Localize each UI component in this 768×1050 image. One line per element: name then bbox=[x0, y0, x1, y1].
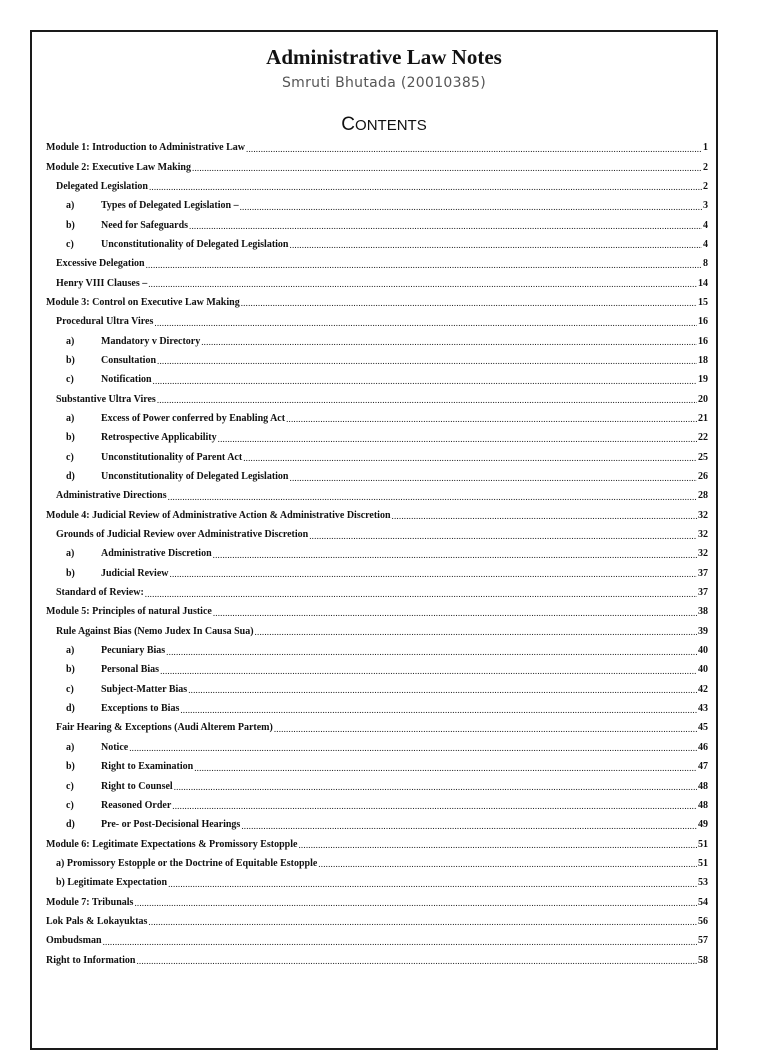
toc-entry-title: b) Legitimate Expectation bbox=[56, 877, 168, 889]
toc-entry-page-number: 3 bbox=[703, 200, 708, 212]
toc-entry-title: Exceptions to Bias bbox=[101, 703, 180, 715]
toc-entry[interactable] bbox=[46, 892, 708, 911]
toc-entry-page-number: 16 bbox=[698, 335, 708, 347]
toc-dot-leader bbox=[240, 202, 702, 212]
toc-entry-title: Judicial Review bbox=[101, 567, 169, 579]
toc-entry-title: Types of Delegated Legislation – bbox=[101, 200, 239, 212]
toc-entry-title: Unconstitutionality of Delegated Legislation bbox=[101, 238, 289, 250]
toc-entry-title: Module 7: Tribunals bbox=[46, 896, 134, 908]
toc-dot-leader bbox=[149, 182, 702, 192]
toc-entry-number: c) bbox=[66, 451, 74, 463]
toc-entry-title: Delegated Legislation bbox=[56, 180, 148, 192]
toc-entry-title: Retrospective Applicability bbox=[101, 432, 217, 444]
toc-entry-page-number: 32 bbox=[698, 509, 708, 521]
toc-entry[interactable] bbox=[46, 873, 708, 892]
toc-entry-title: Rule Against Bias (Nemo Judex In Causa Sua) bbox=[56, 625, 254, 637]
toc-entry-title: Reasoned Order bbox=[101, 799, 172, 811]
toc-entry[interactable] bbox=[46, 834, 708, 853]
toc-entry-number: d) bbox=[66, 703, 75, 715]
toc-entry-page-number: 42 bbox=[698, 683, 708, 695]
toc-entry-title: Module 1: Introduction to Administrative Law bbox=[46, 142, 245, 154]
toc-entry-number: b) bbox=[66, 219, 75, 231]
toc-entry-page-number: 43 bbox=[698, 703, 708, 715]
toc-entry-title: Pecuniary Bias bbox=[101, 645, 166, 657]
toc-entry-number: b) bbox=[66, 761, 75, 773]
toc-entry-title: Module 2: Executive Law Making bbox=[46, 161, 191, 173]
toc-dot-leader bbox=[318, 859, 697, 869]
toc-entry-number: d) bbox=[66, 819, 75, 831]
toc-entry[interactable] bbox=[46, 738, 708, 757]
toc-dot-leader bbox=[129, 743, 697, 753]
toc-dot-leader bbox=[157, 395, 697, 405]
toc-dot-leader bbox=[174, 782, 697, 792]
toc-entry[interactable] bbox=[46, 235, 708, 254]
toc-dot-leader bbox=[241, 821, 697, 831]
toc-entry-page-number: 22 bbox=[698, 432, 708, 444]
toc-entry[interactable] bbox=[46, 680, 708, 699]
toc-entry[interactable] bbox=[46, 370, 708, 389]
toc-entry[interactable] bbox=[46, 428, 708, 447]
toc-dot-leader bbox=[189, 221, 702, 231]
toc-entry-title: Excessive Delegation bbox=[56, 258, 145, 270]
toc-dot-leader bbox=[103, 937, 697, 947]
toc-dot-leader bbox=[392, 511, 697, 521]
toc-dot-leader bbox=[157, 356, 697, 366]
toc-entry[interactable] bbox=[46, 254, 708, 273]
toc-dot-leader bbox=[286, 414, 697, 424]
toc-entry-page-number: 18 bbox=[698, 354, 708, 366]
toc-entry-title: Ombudsman bbox=[46, 935, 102, 947]
toc-entry[interactable] bbox=[46, 854, 708, 873]
toc-entry[interactable] bbox=[46, 699, 708, 718]
contents-heading-rest: ONTENTS bbox=[355, 117, 427, 134]
toc-dot-leader bbox=[168, 492, 697, 502]
toc-entry[interactable] bbox=[46, 796, 708, 815]
toc-entry-page-number: 54 bbox=[698, 896, 708, 908]
toc-dot-leader bbox=[145, 589, 697, 599]
toc-entry-number: d) bbox=[66, 471, 75, 483]
toc-dot-leader bbox=[298, 840, 697, 850]
toc-entry[interactable] bbox=[46, 177, 708, 196]
toc-entry[interactable] bbox=[46, 312, 708, 331]
toc-entry[interactable] bbox=[46, 157, 708, 176]
toc-entry-title: Fair Hearing & Exceptions (Audi Alterem Partem) bbox=[56, 722, 273, 734]
toc-entry[interactable] bbox=[46, 564, 708, 583]
toc-entry[interactable] bbox=[46, 660, 708, 679]
toc-entry[interactable] bbox=[46, 351, 708, 370]
toc-entry-page-number: 39 bbox=[698, 625, 708, 637]
toc-dot-leader bbox=[148, 917, 697, 927]
toc-entry[interactable] bbox=[46, 641, 708, 660]
toc-entry[interactable] bbox=[46, 293, 708, 312]
toc-dot-leader bbox=[166, 647, 697, 657]
toc-dot-leader bbox=[194, 763, 697, 773]
toc-entry[interactable] bbox=[46, 757, 708, 776]
toc-dot-leader bbox=[201, 337, 697, 347]
toc-entry-title: Administrative Directions bbox=[56, 490, 167, 502]
toc-entry-title: Substantive Ultra Vires bbox=[56, 393, 156, 405]
toc-entry[interactable] bbox=[46, 776, 708, 795]
toc-entry-page-number: 4 bbox=[703, 238, 708, 250]
toc-dot-leader bbox=[213, 608, 697, 618]
toc-entry-page-number: 28 bbox=[698, 490, 708, 502]
toc-entry-page-number: 25 bbox=[698, 451, 708, 463]
contents-heading bbox=[0, 114, 768, 136]
toc-entry[interactable] bbox=[46, 583, 708, 602]
toc-entry-number: b) bbox=[66, 567, 75, 579]
toc-dot-leader bbox=[172, 801, 697, 811]
toc-dot-leader bbox=[180, 705, 697, 715]
contents-heading-initial: C bbox=[341, 114, 356, 135]
toc-entry[interactable] bbox=[46, 912, 708, 931]
toc-entry-title: Personal Bias bbox=[101, 664, 160, 676]
toc-entry-page-number: 56 bbox=[698, 915, 708, 927]
toc-entry[interactable] bbox=[46, 273, 708, 292]
toc-entry[interactable] bbox=[46, 196, 708, 215]
toc-entry-title: Module 6: Legitimate Expectations & Promissory Estopple bbox=[46, 838, 298, 850]
document-title: Administrative Law Notes bbox=[266, 45, 502, 69]
toc-entry[interactable] bbox=[46, 506, 708, 525]
toc-entry-page-number: 2 bbox=[703, 180, 708, 192]
toc-entry-page-number: 38 bbox=[698, 606, 708, 618]
toc-entry-number: b) bbox=[66, 354, 75, 366]
toc-entry[interactable] bbox=[46, 950, 708, 969]
toc-entry-title: Pre- or Post-Decisional Hearings bbox=[101, 819, 241, 831]
toc-entry-page-number: 16 bbox=[698, 316, 708, 328]
toc-entry-page-number: 37 bbox=[698, 567, 708, 579]
toc-dot-leader bbox=[290, 240, 703, 250]
toc-entry-title: Subject-Matter Bias bbox=[101, 683, 188, 695]
toc-entry-page-number: 2 bbox=[703, 161, 708, 173]
toc-dot-leader bbox=[148, 279, 697, 289]
toc-entry-number: a) bbox=[66, 741, 75, 753]
toc-entry-title: Module 5: Principles of natural Justice bbox=[46, 606, 212, 618]
toc-dot-leader bbox=[290, 473, 698, 483]
toc-entry-title: Grounds of Judicial Review over Administrative Discretion bbox=[56, 529, 309, 541]
toc-entry-title: Notice bbox=[101, 741, 129, 753]
toc-entry[interactable] bbox=[46, 138, 708, 157]
toc-dot-leader bbox=[188, 685, 697, 695]
toc-entry-number: c) bbox=[66, 683, 74, 695]
toc-dot-leader bbox=[170, 569, 698, 579]
toc-entry-title: Module 3: Control on Executive Law Making bbox=[46, 296, 240, 308]
toc-entry-number: b) bbox=[66, 432, 75, 444]
toc-entry-title: Standard of Review: bbox=[56, 587, 144, 599]
toc-entry-title: Excess of Power conferred by Enabling Act bbox=[101, 412, 286, 424]
toc-entry-page-number: 51 bbox=[698, 857, 708, 869]
toc-entry-page-number: 45 bbox=[698, 722, 708, 734]
toc-entry[interactable] bbox=[46, 931, 708, 950]
toc-entry[interactable] bbox=[46, 389, 708, 408]
toc-entry-title: Lok Pals & Lokayuktas bbox=[46, 915, 148, 927]
toc-dot-leader bbox=[243, 453, 697, 463]
toc-entry-title: Consultation bbox=[101, 354, 157, 366]
table-of-contents bbox=[46, 138, 708, 970]
toc-dot-leader bbox=[246, 144, 702, 154]
toc-entry[interactable] bbox=[46, 409, 708, 428]
toc-entry-number: c) bbox=[66, 799, 74, 811]
toc-entry-title: Henry VIII Clauses – bbox=[56, 277, 148, 289]
toc-entry[interactable] bbox=[46, 331, 708, 350]
toc-dot-leader bbox=[192, 163, 702, 173]
toc-entry-title: Administrative Discretion bbox=[101, 548, 212, 560]
toc-entry-title: Module 4: Judicial Review of Administrative Action & Administrative Discretion bbox=[46, 509, 391, 521]
document-author: Smruti Bhutada (20010385) bbox=[282, 75, 486, 91]
toc-dot-leader bbox=[168, 879, 697, 889]
toc-entry-page-number: 19 bbox=[698, 374, 708, 386]
toc-entry-page-number: 14 bbox=[698, 277, 708, 289]
toc-dot-leader bbox=[213, 550, 697, 560]
toc-entry-page-number: 37 bbox=[698, 587, 708, 599]
toc-entry-title: Need for Safeguards bbox=[101, 219, 189, 231]
toc-entry-title: Procedural Ultra Vires bbox=[56, 316, 154, 328]
toc-dot-leader bbox=[255, 627, 697, 637]
toc-entry-page-number: 51 bbox=[698, 838, 708, 850]
toc-dot-leader bbox=[241, 298, 697, 308]
toc-entry-page-number: 8 bbox=[703, 258, 708, 270]
toc-dot-leader bbox=[309, 531, 697, 541]
toc-entry-title: Unconstitutionality of Parent Act bbox=[101, 451, 243, 463]
toc-entry-title: Right to Examination bbox=[101, 761, 194, 773]
toc-entry[interactable] bbox=[46, 544, 708, 563]
toc-dot-leader bbox=[136, 956, 697, 966]
toc-entry-page-number: 1 bbox=[703, 142, 708, 154]
toc-entry-number: c) bbox=[66, 374, 74, 386]
toc-entry-page-number: 32 bbox=[698, 529, 708, 541]
toc-entry-page-number: 48 bbox=[698, 799, 708, 811]
toc-entry[interactable] bbox=[46, 815, 708, 834]
toc-entry-page-number: 15 bbox=[698, 296, 708, 308]
toc-entry-title: Unconstitutionality of Delegated Legislation bbox=[101, 471, 289, 483]
toc-dot-leader bbox=[153, 376, 697, 386]
toc-entry-title: Right to Information bbox=[46, 954, 136, 966]
toc-entry-title: Right to Counsel bbox=[101, 780, 173, 792]
toc-entry[interactable] bbox=[46, 215, 708, 234]
toc-entry[interactable] bbox=[46, 602, 708, 621]
toc-entry-page-number: 53 bbox=[698, 877, 708, 889]
toc-entry[interactable] bbox=[46, 622, 708, 641]
toc-entry-page-number: 57 bbox=[698, 935, 708, 947]
toc-entry-number: a) bbox=[66, 335, 75, 347]
toc-entry-page-number: 47 bbox=[698, 761, 708, 773]
toc-dot-leader bbox=[160, 666, 697, 676]
toc-entry-number: a) bbox=[66, 548, 75, 560]
toc-entry-page-number: 40 bbox=[698, 645, 708, 657]
toc-entry[interactable] bbox=[46, 467, 708, 486]
toc-dot-leader bbox=[154, 318, 697, 328]
toc-entry-number: a) bbox=[66, 200, 75, 212]
toc-dot-leader bbox=[274, 724, 697, 734]
toc-entry-page-number: 40 bbox=[698, 664, 708, 676]
toc-entry-page-number: 46 bbox=[698, 741, 708, 753]
toc-dot-leader bbox=[146, 260, 702, 270]
toc-entry[interactable] bbox=[46, 525, 708, 544]
toc-entry-title: Notification bbox=[101, 374, 152, 386]
toc-entry[interactable] bbox=[46, 448, 708, 467]
toc-entry-page-number: 26 bbox=[698, 471, 708, 483]
toc-entry-page-number: 49 bbox=[698, 819, 708, 831]
toc-entry-title: a) Promissory Estopple or the Doctrine of Equitable Estopple bbox=[56, 857, 318, 869]
toc-entry-number: c) bbox=[66, 780, 74, 792]
toc-dot-leader bbox=[218, 434, 697, 444]
toc-entry-page-number: 32 bbox=[698, 548, 708, 560]
toc-entry-number: a) bbox=[66, 412, 75, 424]
toc-entry-page-number: 21 bbox=[698, 412, 708, 424]
toc-entry[interactable] bbox=[46, 718, 708, 737]
toc-dot-leader bbox=[134, 898, 697, 908]
toc-entry-number: c) bbox=[66, 238, 74, 250]
toc-entry[interactable] bbox=[46, 486, 708, 505]
toc-entry-number: a) bbox=[66, 645, 75, 657]
toc-entry-page-number: 48 bbox=[698, 780, 708, 792]
toc-entry-number: b) bbox=[66, 664, 75, 676]
toc-entry-page-number: 4 bbox=[703, 219, 708, 231]
toc-entry-page-number: 20 bbox=[698, 393, 708, 405]
toc-entry-page-number: 58 bbox=[698, 954, 708, 966]
toc-entry-title: Mandatory v Directory bbox=[101, 335, 201, 347]
